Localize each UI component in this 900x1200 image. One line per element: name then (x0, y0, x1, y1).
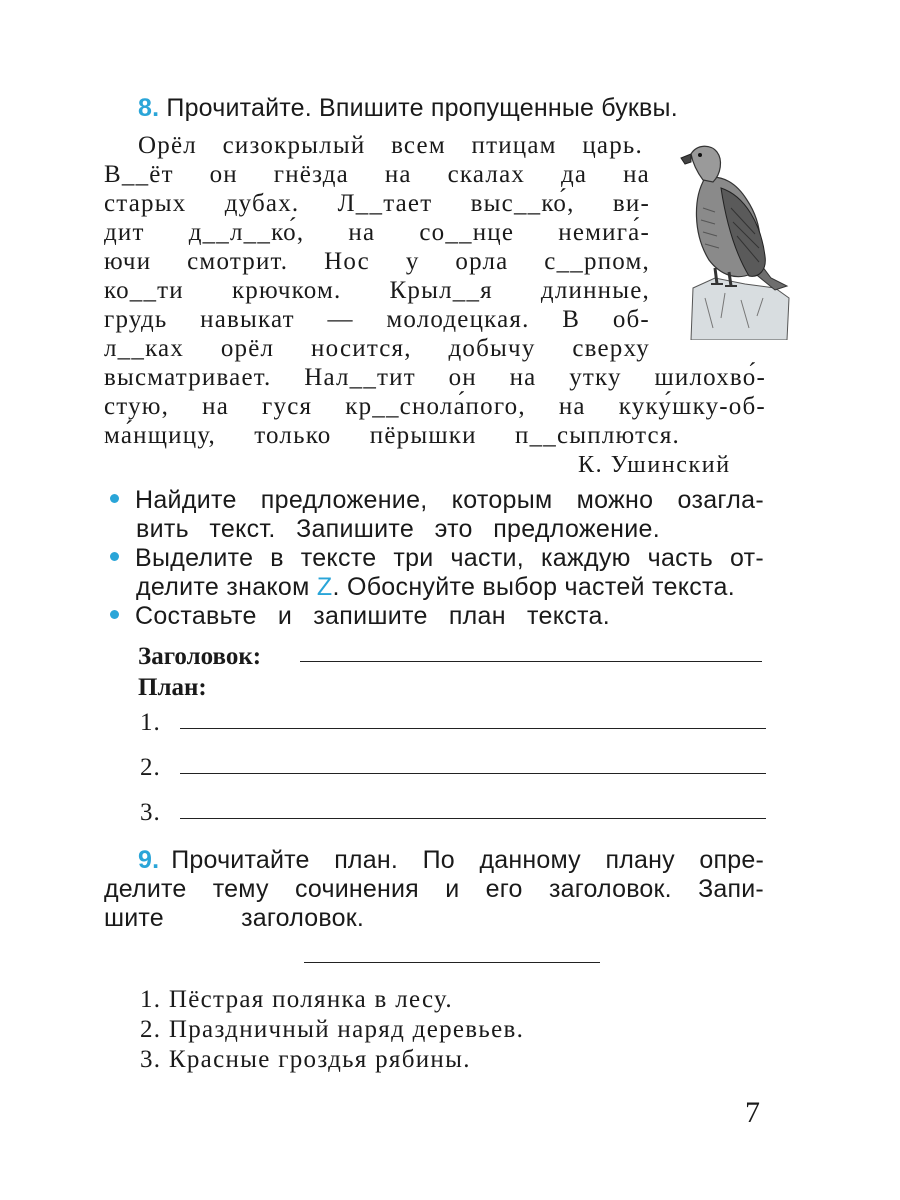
word: со__нце (419, 219, 515, 246)
word: орла (455, 248, 509, 275)
word: опре- (699, 846, 764, 874)
heading-answer-line[interactable] (304, 962, 600, 963)
word: старых (104, 190, 187, 217)
word: текст. (209, 515, 276, 543)
word: каждую (540, 544, 631, 572)
word: заголовок. (241, 904, 364, 932)
word: на (558, 393, 586, 420)
word: л__ках (104, 335, 185, 362)
word: озагла- (677, 486, 764, 514)
author: К. Ушинский (578, 452, 731, 478)
word: пёрышки (369, 422, 477, 449)
word: на (384, 161, 412, 188)
word: и (445, 875, 460, 903)
word: кр__снола́пого, (345, 393, 526, 420)
word: шилохво́- (654, 364, 766, 391)
word: три (393, 544, 434, 572)
story-line (104, 276, 650, 305)
word: на (348, 219, 376, 246)
word: на (202, 393, 230, 420)
word: это (434, 515, 473, 543)
plan-number: 2. (140, 754, 161, 781)
word: он (209, 161, 238, 188)
plan-item: 1. Пёстрая полянка в лесу. (140, 986, 453, 1013)
plan-item: 3. Красные гроздья рябины. (140, 1046, 471, 1073)
word: запишите (313, 602, 428, 630)
word: часть (647, 544, 714, 572)
word: и (277, 602, 293, 630)
word: заголовок. (548, 875, 672, 903)
word: дубах. (224, 190, 300, 217)
word: ючи (104, 248, 152, 275)
plan-item: 2. Праздничный наряд деревьев. (140, 1016, 525, 1043)
bullet-item (110, 602, 610, 631)
eagle-on-rock-illustration (675, 138, 793, 340)
word: план. (334, 846, 398, 874)
plan-answer-line[interactable] (180, 773, 766, 774)
z-mark: Z (316, 573, 333, 601)
word: длинные, (540, 277, 650, 304)
word: всем (391, 132, 446, 159)
word: ко__ти (104, 277, 184, 304)
word: ма́нщицу, (104, 422, 216, 449)
word: только (254, 422, 332, 449)
word: дит (104, 219, 145, 246)
word: Л__тает (337, 190, 433, 217)
word: Составьте (135, 602, 257, 630)
word: навыкат (200, 306, 295, 333)
bullet-item (110, 486, 764, 515)
word: носится, (311, 335, 412, 362)
story-line (104, 189, 650, 218)
word: Запи- (698, 875, 764, 903)
word: высматривает. (104, 364, 272, 391)
word: куку́шку-об- (618, 393, 766, 420)
plan-label: План: (138, 674, 207, 701)
word: грудь (104, 306, 168, 333)
word: предложение, (260, 486, 428, 514)
word: птицам (471, 132, 557, 159)
story-line (104, 160, 650, 189)
plan-answer-line[interactable] (180, 818, 766, 819)
word: данному (479, 846, 581, 874)
word: сверху (572, 335, 650, 362)
story-line (104, 218, 650, 247)
word: он (448, 364, 477, 391)
word: тексте (300, 544, 377, 572)
story-line (104, 363, 766, 392)
word: Выделите (135, 544, 254, 572)
word: — (327, 306, 354, 333)
word: с__рпом, (544, 248, 650, 275)
word: В (562, 306, 581, 333)
word: д__л__ко́, (188, 219, 305, 246)
bullet-icon (110, 610, 119, 619)
word: смотрит. (187, 248, 289, 275)
word: п__сыплются. (515, 422, 680, 449)
word: стую, (104, 393, 170, 420)
word: добычу (448, 335, 536, 362)
word: его (485, 875, 523, 903)
word: делите (104, 875, 187, 903)
word: план (448, 602, 506, 630)
word: Нос (324, 248, 370, 275)
story-line (138, 131, 643, 160)
task-number: 8. (138, 94, 160, 122)
word: плану (605, 846, 675, 874)
word: ви- (612, 190, 650, 217)
word: части, (450, 544, 525, 572)
title-label: Заголовок: (138, 643, 262, 670)
page-number: 7 (745, 1096, 760, 1129)
word: выс__ко́, (470, 190, 575, 217)
word: сизокрылый (222, 132, 366, 159)
word: Нал__тит (304, 364, 416, 391)
word: скалах (447, 161, 526, 188)
plan-answer-line[interactable] (180, 728, 766, 729)
word: которым (451, 486, 553, 514)
word: да (560, 161, 588, 188)
story-line (104, 305, 650, 334)
bullet-icon (110, 494, 119, 503)
story-line (104, 421, 680, 450)
word: гнёзда (273, 161, 349, 188)
story-line (104, 247, 650, 276)
word: Прочитайте (171, 846, 310, 874)
word: гуся (262, 393, 313, 420)
word: на (509, 364, 537, 391)
word: шите (104, 904, 164, 932)
bullet-item (110, 544, 764, 573)
task-instruction: Прочитайте. Впишите пропущенные буквы. (166, 94, 678, 122)
word: можно (576, 486, 654, 514)
word: у (405, 248, 420, 275)
word: немига́- (558, 219, 650, 246)
word: молодецкая. (386, 306, 530, 333)
task-8-heading (138, 94, 678, 123)
plan-number: 1. (140, 709, 161, 736)
word: от- (729, 544, 764, 572)
word: вить (136, 515, 189, 543)
word: Орёл (138, 132, 197, 159)
word: крючком. (231, 277, 342, 304)
word: Крыл__я (389, 277, 493, 304)
word: утку (569, 364, 622, 391)
bullet-icon (110, 552, 119, 561)
word: в (270, 544, 284, 572)
word: об- (612, 306, 650, 333)
word: Запишите (296, 515, 415, 543)
plan-number: 3. (140, 799, 161, 826)
story-line (104, 392, 766, 421)
word: По (422, 846, 455, 874)
task-number: 9. (138, 846, 160, 874)
word: орёл (220, 335, 275, 362)
word: тему (212, 875, 269, 903)
word: В__ёт (104, 161, 174, 188)
word: царь. (582, 132, 643, 159)
word: предложение. (493, 515, 660, 543)
bullet-text: . Обоснуйте выбор частей текста. (332, 573, 735, 601)
word: сочинения (294, 875, 419, 903)
word: Найдите (135, 486, 237, 514)
title-answer-line[interactable] (300, 661, 762, 662)
word: текста. (527, 602, 610, 630)
story-line (104, 334, 650, 363)
word: на (623, 161, 650, 188)
